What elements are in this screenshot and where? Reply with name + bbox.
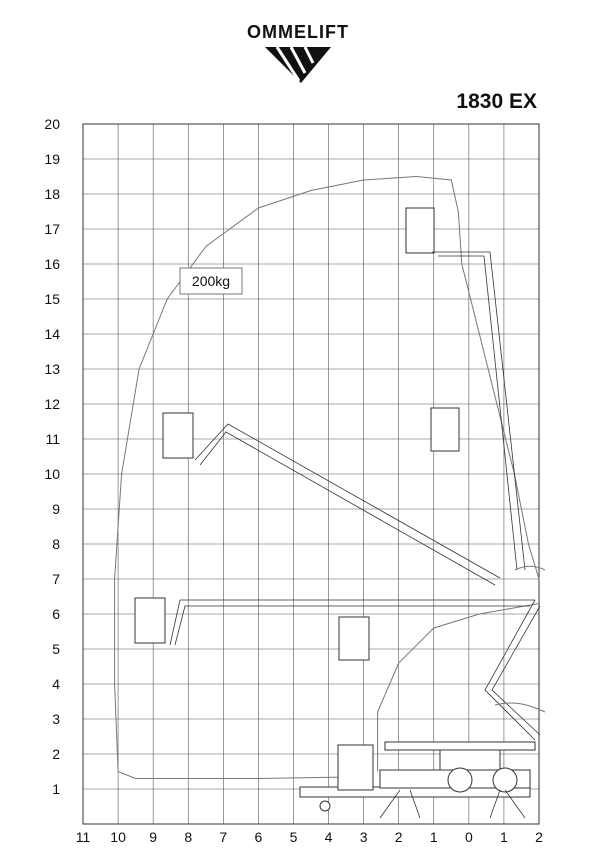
y-tick-label: 4 bbox=[52, 676, 60, 692]
brand-name: OMMELIFT bbox=[247, 22, 349, 42]
chassis-drawing bbox=[300, 748, 530, 818]
x-tick-label: 2 bbox=[394, 829, 403, 845]
x-tick-label: 1 bbox=[500, 829, 508, 845]
x-tick-label: 4 bbox=[324, 829, 333, 845]
y-tick-label: 5 bbox=[52, 641, 60, 657]
basket-left-low bbox=[135, 598, 165, 643]
x-tick-label: 3 bbox=[359, 829, 368, 845]
grid bbox=[83, 124, 539, 824]
x-axis-ticks bbox=[76, 829, 543, 845]
y-tick-label: 18 bbox=[44, 186, 60, 202]
x-tick-label: 7 bbox=[219, 829, 228, 845]
x-tick-label: 10 bbox=[110, 829, 126, 845]
basket-mid-right bbox=[431, 408, 459, 451]
y-tick-label: 14 bbox=[44, 326, 60, 342]
basket-top bbox=[406, 208, 434, 253]
basket-center bbox=[339, 617, 369, 660]
x-tick-label: 11 bbox=[75, 829, 91, 845]
annotation-200kg bbox=[180, 268, 242, 294]
y-tick-label: 8 bbox=[52, 536, 60, 552]
basket-left-high bbox=[163, 413, 193, 458]
y-tick-label: 17 bbox=[44, 221, 60, 237]
working-envelope bbox=[115, 177, 539, 779]
x-tick-label: 6 bbox=[254, 829, 263, 845]
y-tick-label: 6 bbox=[52, 606, 60, 622]
y-tick-label: 11 bbox=[45, 431, 60, 447]
machine-drawing bbox=[135, 208, 545, 818]
y-tick-label: 20 bbox=[44, 116, 60, 132]
y-tick-label: 9 bbox=[52, 501, 60, 517]
envelope-line bbox=[118, 772, 364, 779]
x-tick-label: 2 bbox=[535, 829, 543, 845]
x-tick-label: 1 bbox=[429, 829, 438, 845]
y-tick-label: 15 bbox=[44, 291, 60, 307]
y-tick-label: 12 bbox=[44, 396, 60, 412]
annotation-label: 200kg bbox=[191, 273, 231, 289]
x-tick-label: 9 bbox=[149, 829, 158, 845]
x-tick-label: 5 bbox=[289, 829, 298, 845]
stowed-boom-drawing bbox=[385, 742, 535, 750]
y-tick-label: 2 bbox=[52, 746, 60, 762]
y-tick-label: 7 bbox=[52, 571, 60, 587]
y-tick-label: 16 bbox=[44, 256, 60, 272]
y-tick-label: 3 bbox=[52, 711, 60, 727]
y-tick-label: 13 bbox=[44, 361, 60, 377]
x-tick-label: 8 bbox=[184, 829, 193, 845]
basket-stowed bbox=[338, 745, 373, 790]
y-tick-label: 10 bbox=[44, 466, 60, 482]
y-tick-label: 19 bbox=[44, 151, 60, 167]
y-tick-label: 1 bbox=[52, 781, 60, 797]
y-axis-ticks bbox=[44, 116, 60, 797]
x-tick-label: 0 bbox=[464, 829, 473, 845]
model-title: 1830 EX bbox=[456, 90, 537, 113]
